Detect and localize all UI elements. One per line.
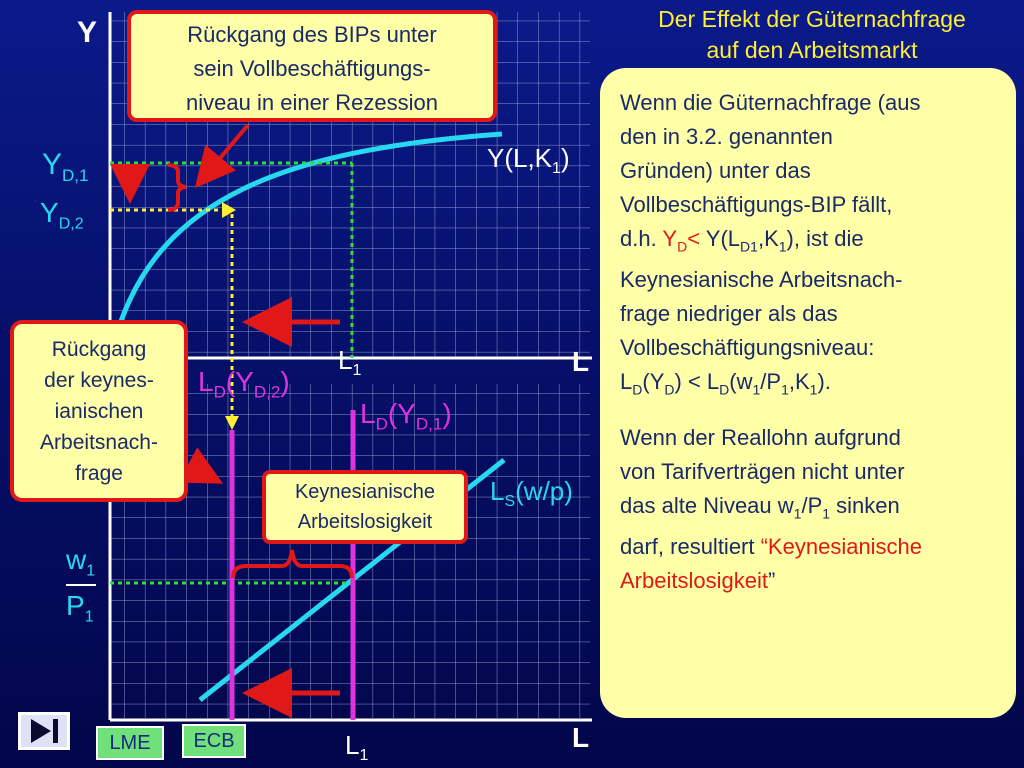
production-label-main: Y(L,K [487,143,553,173]
labor-supply-label [490,476,573,511]
panel-paragraph-1 [620,86,1002,407]
l1-upper-main: L [338,345,353,375]
demand-note-line-3: ianischen [54,400,144,423]
p2-line-4 [620,534,922,559]
p2-line-1: Wenn der Reallohn aufgrund [620,424,901,450]
ls-c: (w/p) [515,476,573,506]
ld-yd2-d: D,2 [253,382,281,402]
yd1-main: Y [42,148,63,181]
unemployment-note-line-1: Keynesianische [294,481,436,503]
p1l5-h: 1 [778,238,787,255]
p1l5-c: D [677,238,688,255]
p1-line-8: Vollbeschäftigungsniveau: [620,335,875,361]
p1l5-f: D1 [740,238,758,255]
demand-note-line-1: Rückgang [51,338,147,361]
bip-note-line-1: Rückgang des BIPs unter [187,22,437,47]
p1l5-yd [662,226,701,255]
slide-title-line-1: Der Effekt der Güternachfrage [658,6,966,32]
ld-yd2-a: L [198,366,214,397]
p2-line-5 [620,568,775,593]
ld-yd1-c: (Y [387,398,416,429]
p1l5-g: ,K [757,226,779,251]
ls-b: S [504,493,516,511]
p1l9-b: D [632,381,643,398]
l1-lower-sub: 1 [359,747,369,765]
p1-line-4: Vollbeschäftigungs-BIP fällt, [620,192,893,217]
wage-p: P [66,590,85,621]
ld-yd1-label [360,398,452,435]
ecb-button[interactable] [182,724,246,758]
l1-lower-main: L [345,730,360,760]
p2l4-a: darf, resultiert [620,534,761,560]
p2l5-b: ” [767,568,776,594]
production-curve-label [487,143,570,178]
p2l3-e: sinken [830,492,900,518]
p2l3-c: /P [801,492,823,518]
skip-icon [21,715,67,747]
p1-line-7: frage niedriger als das [620,301,838,327]
l-axis-label-lower: L [572,722,590,753]
p1-line-6: Keynesianische Arbeitsnach- [620,267,903,293]
ld-yd2-e: ) [280,366,290,397]
lme-button[interactable] [96,726,164,760]
p1-line-1: Wenn die Güternachfrage (aus [620,90,921,115]
ls-a: L [490,476,505,506]
p1l9-h: 1 [752,381,761,398]
wage-w-sub: 1 [86,562,96,580]
p1l9-m: ). [817,369,831,395]
unemployment-note [262,470,468,544]
production-label-sub: 1 [552,160,561,178]
l-axis-label-upper: L [572,346,590,377]
demand-note-line-4: Arbeitsnach- [40,431,158,454]
bip-decline-note [127,10,497,122]
explanation-panel [600,68,1016,718]
wage-p-sub: 1 [84,608,94,626]
ld-yd2-b: D [213,382,226,402]
ld-yd2-label [198,366,290,403]
l1-label-upper [338,345,361,380]
p2-line-3 [620,492,900,522]
ld-yd1-b: D [375,414,388,434]
p1l5-d: < [687,226,701,251]
ld-yd2-c: (Y [225,366,254,397]
p1l5-e: Y(L [700,226,741,251]
slide-title [606,4,1018,66]
panel-paragraph-2 [620,421,1002,598]
production-label-close: ) [560,143,570,173]
p1-line-9 [620,369,831,398]
ecb-button-label: ECB [193,730,235,752]
slide-title-line-2: auf den Arbeitsmarkt [706,37,918,63]
ld-yd1-a: L [360,398,376,429]
wage-denominator [66,590,94,627]
ld-yd1-d: D,1 [415,414,443,434]
p1l9-j: 1 [781,381,789,398]
yd2-label [40,197,84,234]
lme-button-label: LME [109,732,151,754]
l1-label-lower [345,730,368,765]
p2l3-a: das alte Niveau w [620,492,794,518]
p1l9-i: /P [760,369,782,395]
p1l9-c: (Y [642,369,665,395]
yd1-label [42,148,88,186]
p2l4-b: “Keynesianische [760,534,923,560]
ld-yd1-e: ) [442,398,452,429]
p1l5-a: d.h. [620,226,663,251]
bip-note-line-2: sein Vollbeschäftigungs- [193,56,431,81]
p2-line-2: von Tarifverträgen nicht unter [620,458,905,484]
p1l5-b: Y [662,226,678,251]
yd2-main: Y [40,197,59,228]
p1l9-e: ) < L [674,369,720,395]
p1-line-2: den in 3.2. genannten [620,124,833,149]
skip-nav-button[interactable] [18,712,70,750]
p1l9-d: D [664,381,675,398]
wage-numerator [66,544,95,581]
yd1-sub: D,1 [62,166,89,185]
p1-line-5 [620,226,864,255]
p1l9-f: D [719,381,730,398]
bip-note-line-3: niveau in einer Rezession [186,90,438,115]
p2l3-d: 1 [822,505,831,522]
p1l9-g: (w [729,369,753,395]
wage-w: w [66,544,87,575]
p1l5-i: ), ist die [786,226,864,251]
p1l9-k: ,K [788,369,810,395]
p2l3-b: 1 [793,505,802,522]
y-axis-label: Y [77,16,98,49]
demand-decline-note [10,320,188,502]
p1l9-l: 1 [809,381,818,398]
p1-line-3: Gründen) unter das [620,158,811,183]
yd2-sub: D,2 [58,215,84,233]
p2l5-a: Arbeitslosigkeit [620,568,768,594]
demand-note-line-2: der keynes- [44,369,154,392]
demand-note-line-5: frage [75,462,123,485]
l1-upper-sub: 1 [352,362,362,380]
p1l9-a: L [620,369,633,395]
unemployment-note-line-2: Arbeitslosigkeit [297,511,433,533]
